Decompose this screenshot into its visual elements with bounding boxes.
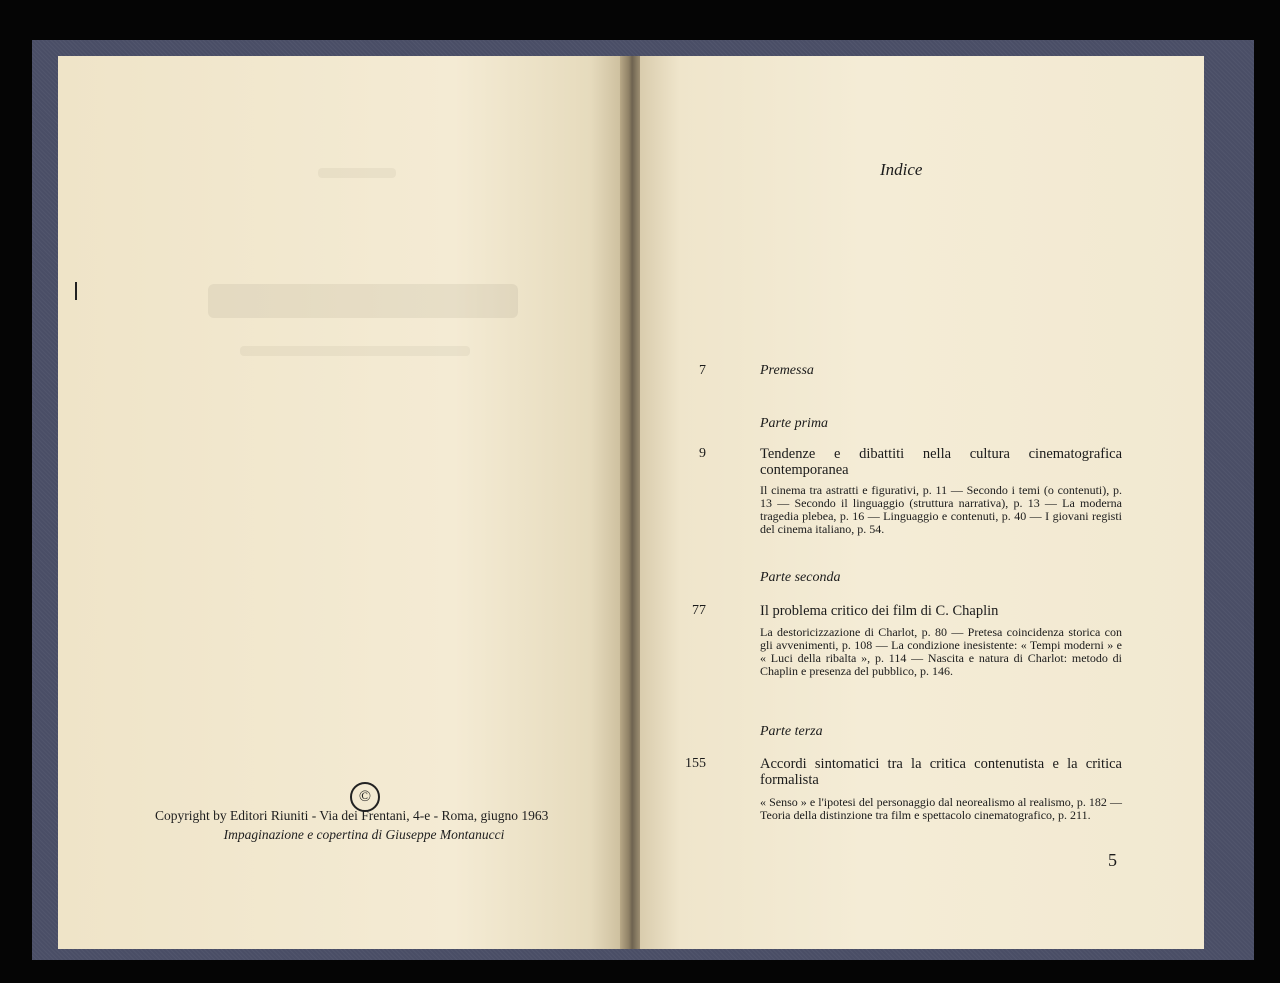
part-label: Parte terza xyxy=(760,724,823,739)
chapter-page-number: 155 xyxy=(685,756,706,771)
part-label: Parte prima xyxy=(760,416,829,431)
chapter-summary: La destoricizzazione di Charlot, p. 80 — Pretesa coincidenza storica con gli avvenimenti, p. 108 — La condizione inesistente: « Tempi moderni » e « Luci della ribalta », p. 114 — Nascita e natura di Charlot: metodo di Chaplin e presenza del pubblico, p. 146. xyxy=(760,625,1122,678)
bleed-through-title xyxy=(208,284,518,318)
index-title: Indice xyxy=(880,160,923,179)
bleed-through-author xyxy=(318,168,396,178)
copyright-notice: Copyright by Editori Riuniti - Via dei Frentani, 4-e - Roma, giugno 1963 xyxy=(155,808,549,823)
part-label: Parte seconda xyxy=(760,570,841,585)
bleed-through-subtitle xyxy=(240,346,470,356)
premessa-page-number: 7 xyxy=(699,363,706,378)
chapter-summary: « Senso » e l'ipotesi del personaggio dal neorealismo al realismo, p. 182 — Teoria della distinzione tra film e spettacolo cinematografico, p. 211. xyxy=(760,795,1122,822)
premessa-label: Premessa xyxy=(760,363,814,378)
chapter-title: Accordi sintomatici tra la critica contenutista e la critica formalista xyxy=(760,756,1122,788)
chapter-summary: Il cinema tra astratti e figurativi, p. 11 — Secondo i temi (o contenuti), p. 13 — Secondo il linguaggio (struttura narrativa), p. 13 — La moderna tragedia plebea, p. 16 — Linguaggio e contenuti, p. 40 — I giovani registi del cinema italiano, p. 54. xyxy=(760,483,1122,536)
copyright-symbol: © xyxy=(350,782,380,812)
page-folio: 5 xyxy=(1108,850,1117,870)
chapter-page-number: 9 xyxy=(699,446,706,461)
design-credit: Impaginazione e copertina di Giuseppe Montanucci xyxy=(223,827,505,842)
book-gutter xyxy=(620,56,642,949)
chapter-title: Tendenze e dibattiti nella cultura cinematografica contemporanea xyxy=(760,446,1122,478)
chapter-title: Il problema critico dei film di C. Chaplin xyxy=(760,603,999,619)
page-mark xyxy=(75,282,77,300)
chapter-page-number: 77 xyxy=(692,603,706,618)
